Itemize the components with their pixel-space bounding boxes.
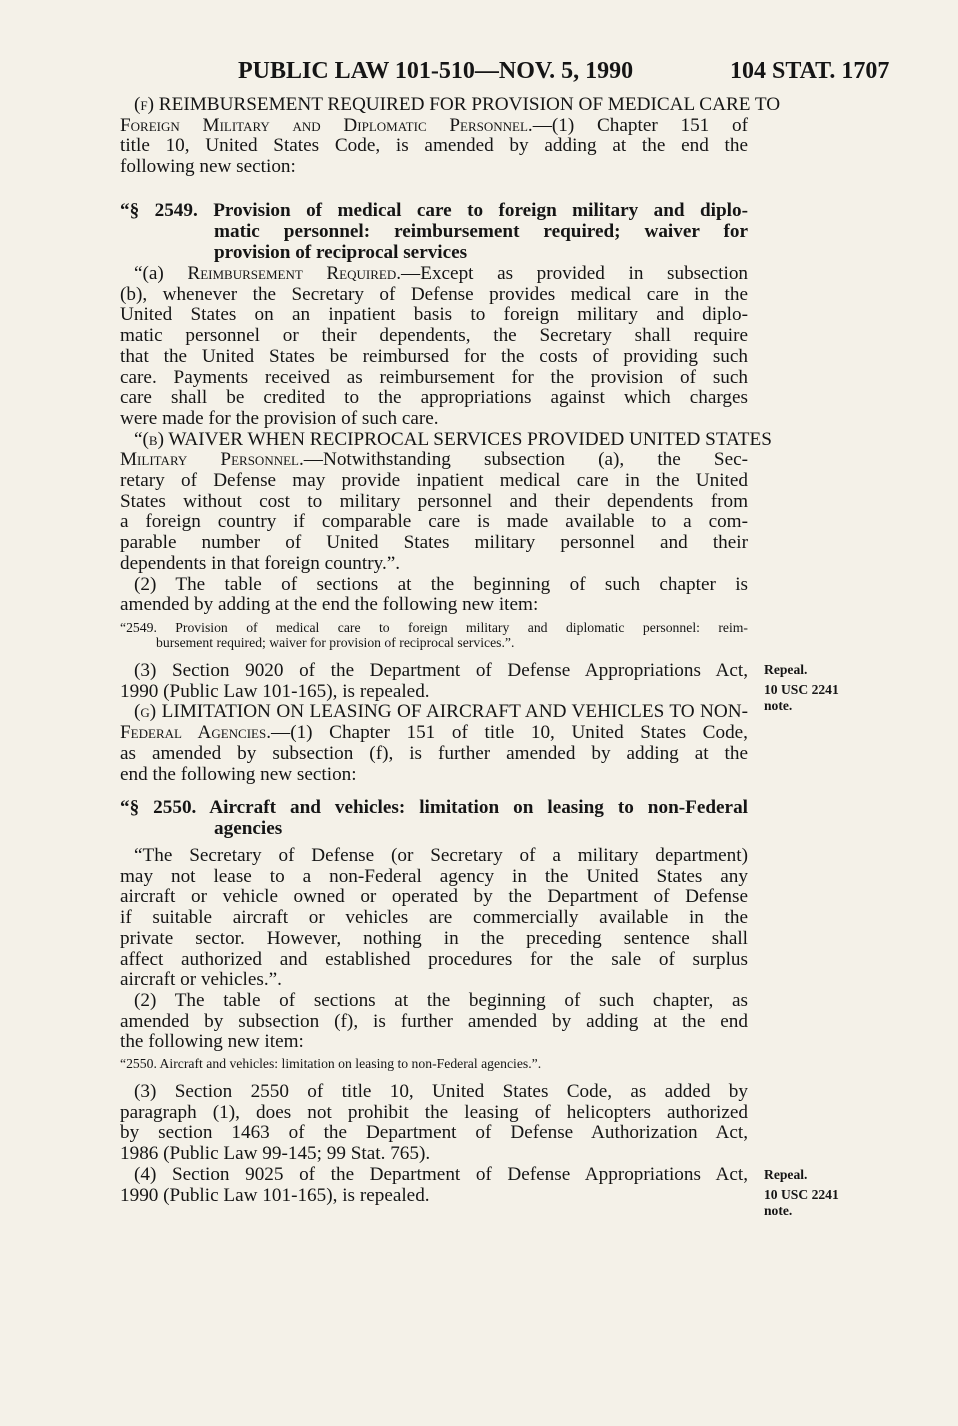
heading-line: “§ 2549. Provision of medical care to foreign military and diplo-	[120, 200, 748, 221]
text-line: end the following new section:	[120, 763, 357, 785]
text-line: “(b) WAIVER WHEN RECIPROCAL SERVICES PROVIDED UNITED STATES	[134, 428, 772, 450]
margin-note-line: Repeal.	[764, 662, 808, 677]
text-line-rest: —(1) Chapter 151 of	[532, 114, 748, 136]
caption-smallcaps: Foreign Military and Diplomatic Personnel.	[120, 114, 533, 136]
text-line: a foreign country if comparable care is made available to a com-	[120, 511, 748, 533]
text-line: (3) Section 2550 of title 10, United States Code, as added by	[134, 1081, 748, 1102]
text-line: Federal Agencies.—(1) Chapter 151 of title 10, United States Code,	[120, 722, 748, 744]
text-line: (b), whenever the Secretary of Defense provides medical care in the	[120, 283, 748, 305]
text-line: (3) Section 9020 of the Department of Defense Appropriations Act,	[134, 660, 748, 681]
text-line: Military Personnel.—Notwithstanding subsection (a), the Sec-	[120, 449, 749, 471]
subsection-f-intro	[120, 94, 781, 178]
text-line: parable number of United States military personnel and their	[120, 532, 748, 554]
margin-note-line: 10 USC 2241	[764, 1187, 839, 1202]
text-line: care. Payments received as reimbursement for the provision of such	[120, 366, 748, 388]
margin-note-repeal-2	[764, 1167, 839, 1219]
page-number: 104 STAT. 1707	[730, 58, 890, 84]
text-line: following new section:	[120, 156, 296, 178]
item-line: bursement required; waiver for provision of reciprocal services.”.	[156, 635, 515, 650]
text-line: States without cost to military personnel and their dependents from	[120, 490, 748, 512]
text-line: United States on an inpatient basis to foreign military and diplo-	[120, 304, 748, 326]
text-line: (2) The table of sections at the beginning of such chapter is	[134, 573, 748, 595]
text-line: by section 1463 of the Department of Defense Authorization Act,	[120, 1122, 748, 1144]
text-line: amended by subsection (f), is further amended by adding at the end	[120, 1010, 748, 1032]
item-line: “2549. Provision of medical care to foreign military and diplomatic personnel: reim-	[120, 620, 748, 635]
text-line: affect authorized and established procedures for the sale of surplus	[120, 948, 748, 970]
section-2549-body	[120, 263, 772, 616]
text-line: dependents in that foreign country.”.	[120, 552, 401, 574]
subsection-g-continued	[120, 1082, 748, 1206]
text-line: private sector. However, nothing in the preceding sentence shall	[120, 927, 748, 949]
text-line: “The Secretary of Defense (or Secretary of a military department)	[134, 845, 748, 866]
heading-line: matic personnel: reimbursement required; waiver for	[214, 221, 748, 242]
margin-note-line: Repeal.	[764, 1167, 808, 1182]
text-line: (f) REIMBURSEMENT REQUIRED FOR PROVISION OF MEDICAL CARE TO	[134, 94, 781, 115]
text-line: aircraft or vehicles.”.	[120, 969, 282, 991]
text-line: were made for the provision of such care.	[120, 407, 439, 429]
text-line: 1986 (Public Law 99-145; 99 Stat. 765).	[120, 1143, 431, 1165]
heading-line: provision of reciprocal services	[214, 242, 468, 263]
item-line: “2550. Aircraft and vehicles: limitation on leasing to non-Federal agencies.”.	[120, 1056, 542, 1071]
section-2549-heading	[120, 200, 748, 263]
margin-note-line: 10 USC 2241	[764, 682, 839, 697]
text-line: matic personnel or their dependents, the Secretary shall require	[120, 325, 748, 347]
running-header-title: PUBLIC LAW 101-510—NOV. 5, 1990	[238, 58, 634, 84]
text-line: care shall be credited to the appropriations against which charges	[120, 387, 748, 409]
subsection-g-intro	[120, 661, 748, 785]
table-item-2549	[120, 620, 748, 650]
text-line: as amended by subsection (f), is further amended by adding at the	[120, 742, 748, 764]
heading-line: agencies	[214, 818, 283, 839]
text-line: (2) The table of sections at the beginning of such chapter, as	[134, 989, 748, 1011]
text-line: 1990 (Public Law 101-165), is repealed.	[120, 680, 430, 702]
heading-line: “§ 2550. Aircraft and vehicles: limitation on leasing to non-Federal	[120, 797, 748, 818]
text-line: 1990 (Public Law 101-165), is repealed.	[120, 1184, 430, 1206]
text-line: if suitable aircraft or vehicles are commercially available in the	[120, 907, 748, 929]
text-line: (g) LIMITATION ON LEASING OF AIRCRAFT AND VEHICLES TO NON-	[134, 701, 748, 723]
text-line: may not lease to a non-Federal agency in the United States any	[120, 865, 748, 887]
margin-note-line: note.	[764, 698, 793, 713]
margin-note-repeal-1	[764, 662, 839, 714]
section-2550-body	[120, 846, 748, 1053]
text-line: that the United States be reimbursed for the costs of providing such	[120, 345, 748, 367]
text-line	[120, 116, 748, 137]
section-2550-heading	[120, 797, 748, 839]
text-line: amended by adding at the end the following new item:	[120, 594, 539, 616]
text-line: retary of Defense may provide inpatient medical care in the United	[120, 470, 748, 492]
text-line: paragraph (1), does not prohibit the leasing of helicopters authorized	[120, 1101, 748, 1123]
text-line: the following new item:	[120, 1031, 304, 1053]
text-line: “(a) Reimbursement Required.—Except as provided in subsection	[134, 263, 749, 284]
text-line: title 10, United States Code, is amended by adding at the end the	[120, 135, 748, 157]
text-line: aircraft or vehicle owned or operated by the Department of Defense	[120, 886, 748, 908]
table-item-2550	[120, 1056, 748, 1071]
margin-note-line: note.	[764, 1203, 793, 1218]
text-line: (4) Section 9025 of the Department of Defense Appropriations Act,	[134, 1163, 748, 1185]
